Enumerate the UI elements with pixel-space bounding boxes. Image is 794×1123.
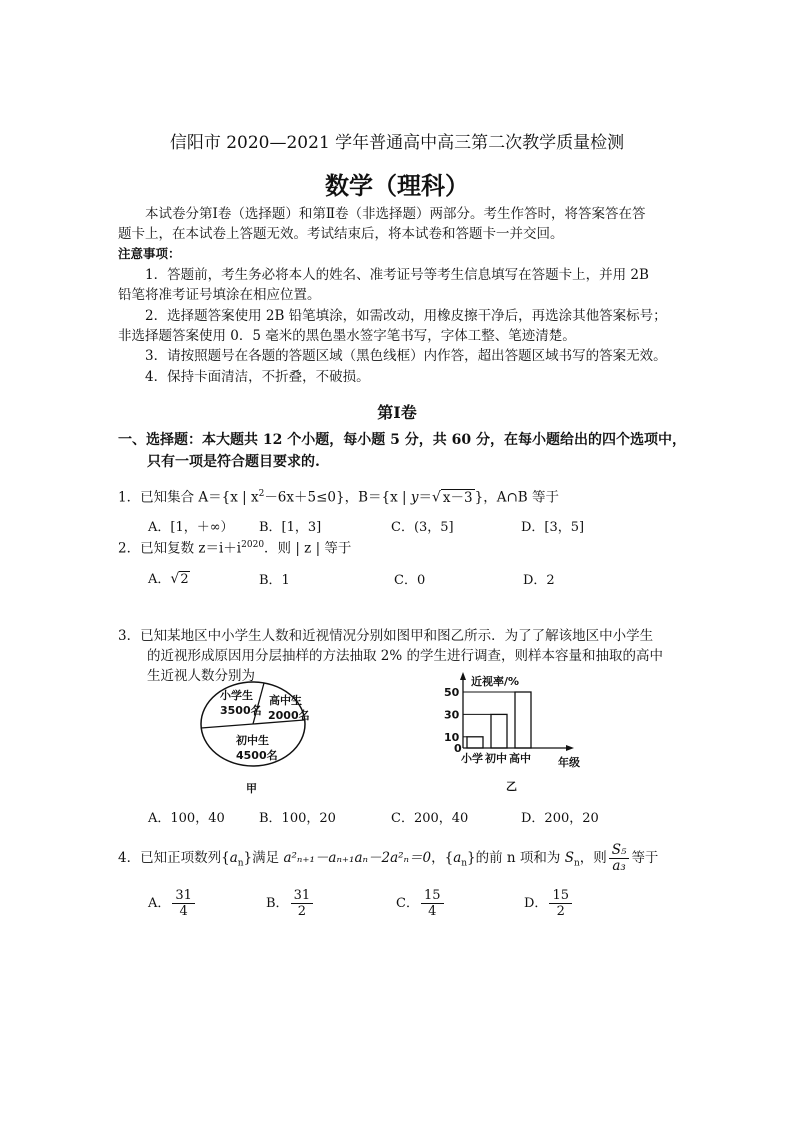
q1-option-a[interactable]: A．[1，＋∞） — [148, 520, 234, 535]
pie-chart-jia — [190, 670, 330, 800]
section-title: 第Ⅰ卷 — [377, 403, 417, 422]
x-axis-label: 年级 — [558, 756, 580, 769]
q1-option-b[interactable]: B．[1，3] — [259, 520, 322, 535]
notice-title: 注意事项： — [118, 246, 181, 261]
subject-title: 数学（理科） — [325, 171, 469, 200]
notice-1a: 1．答题前，考生务必将本人的姓名、准考证号等考生信息填写在答题卡上，并用 2B — [145, 267, 649, 283]
q3-option-d[interactable]: D．200，20 — [521, 811, 599, 826]
pie-label-high: 高中生 — [269, 694, 302, 707]
section-instr-1: 一、选择题：本大题共 12 个小题，每小题 5 分，共 60 分，在每小题给出的四个选项中， — [118, 432, 686, 448]
q4-stem: 4．已知正项数列$\{a_n\}$满足 a²ₙ₊₁－aₙ₊₁aₙ－2a²ₙ＝0，$\{a_n\}$的前 n 项和为 $S_n$，则 $\frac{\text{S₅}}{\text{a₃}}$ 等于 — [118, 842, 659, 874]
q2-option-b[interactable]: B．1 — [259, 573, 290, 588]
q1-option-d[interactable]: D．[3，5] — [521, 520, 585, 535]
notice-3: 3．请按照题号在各题的答题区域（黑色线框）内作答，超出答题区域书写的答案无效。 — [145, 348, 667, 364]
bar-0 — [467, 737, 483, 748]
notice-2b: 非选择题答案使用 0．5 毫米的黑色墨水签字笔书写，字体工整、笔迹清楚。 — [118, 328, 576, 344]
q2-option-a[interactable]: A．√2 — [148, 571, 189, 587]
bar-chart-yi — [440, 668, 600, 798]
q3-option-a[interactable]: A．100，40 — [148, 811, 225, 826]
pie-title: 甲 — [246, 782, 257, 795]
q3-option-b[interactable]: B．100，20 — [259, 811, 336, 826]
q3-line-2: 的近视形成原因用分层抽样的方法抽取 2% 的学生进行调查，则样本容量和抽取的高中 — [147, 648, 663, 664]
notice-2a: 2．选择题答案使用 2B 铅笔填涂，如需改动，用橡皮擦干净后，再选涂其他答案标号； — [145, 308, 667, 324]
x-tick-label: 初中 — [485, 752, 507, 765]
y-tick-label: 50 — [444, 686, 460, 699]
y-axis-label: 近视率/% — [471, 675, 520, 688]
q3-line-1: 3．已知某地区中小学生人数和近视情况分别如图甲和图乙所示．为了了解该地区中小学生 — [118, 628, 654, 644]
q4-option-d[interactable]: D． $\frac{15}{2}$ — [524, 888, 574, 919]
q2-option-c[interactable]: C．0 — [394, 573, 426, 588]
y-axis-arrow — [460, 672, 466, 680]
intro-line-1: 本试卷分第Ⅰ卷（选择题）和第Ⅱ卷（非选择题）两部分。考生作答时，将答案答在答 — [145, 206, 646, 222]
pie-label-middle: 初中生 — [236, 734, 269, 747]
x-tick-label: 小学 — [461, 752, 483, 765]
q4-option-c[interactable]: C． $\frac{15}{4}$ — [396, 888, 446, 919]
q3-line-3: 生近视人数分别为 — [147, 668, 255, 684]
pie-value-high: 2000名 — [268, 709, 310, 722]
q1-stem: 1．已知集合 A＝{x | $x^2-6x+5\le 0$}，B＝{x | y＝√ x－3 }，A∩B 等于 — [118, 489, 559, 506]
notice-1b: 铅笔将准考证号填涂在相应位置。 — [118, 287, 321, 303]
q1-option-c[interactable]: C．(3，5] — [391, 520, 454, 535]
bar-title: 乙 — [506, 780, 517, 793]
notice-4: 4．保持卡面清洁，不折叠，不破损。 — [145, 369, 370, 385]
pie-label-primary: 小学生 — [220, 689, 253, 702]
y-tick-label: 10 — [444, 730, 460, 744]
q4-option-b[interactable]: B． $\frac{31}{2}$ — [266, 888, 315, 919]
x-tick-label: 高中 — [509, 752, 531, 765]
pie-value-primary: 3500名 — [220, 704, 262, 717]
pie-value-middle: 4500名 — [236, 749, 278, 762]
section-instr-2: 只有一项是符合题目要求的. — [147, 454, 320, 470]
bar-2 — [515, 692, 531, 748]
q3-option-c[interactable]: C．200，40 — [391, 811, 469, 826]
y-tick-label: 0 — [454, 742, 462, 755]
bar-1 — [491, 714, 507, 748]
q4-option-a[interactable]: A． $\frac{31}{4}$ — [148, 888, 197, 919]
exam-title: 信阳市 2020—2021 学年普通高中高三第二次教学质量检测 — [169, 133, 625, 153]
pie-divider-1 — [201, 724, 253, 728]
x-axis-arrow — [566, 745, 574, 751]
q2-option-d[interactable]: D．2 — [523, 573, 555, 588]
y-tick-label: 30 — [444, 708, 460, 722]
q2-stem: 2．已知复数 $z=i+i^{2020}$．则 | z | 等于 — [118, 540, 352, 557]
intro-line-2: 题卡上，在本试卷上答题无效。考试结束后，将本试卷和答题卡一并交回。 — [118, 226, 564, 242]
